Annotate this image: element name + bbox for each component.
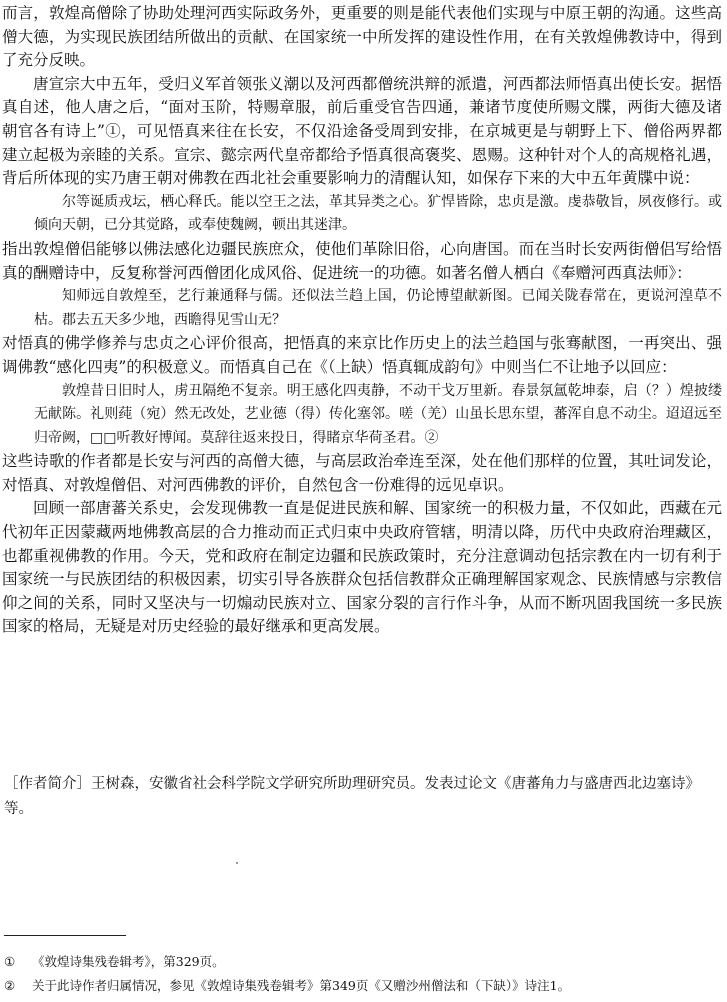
footnote-1 xyxy=(4,950,719,974)
quote-text: 知师远自敦煌至，艺行兼通释与儒。还似法兰趋上国，仍论博望献新图。已闻关陇春常在，更说河湟草不枯。郡去五天多少地，西瞻得见雪山无？ xyxy=(34,288,722,328)
paragraph: 这些诗歌的作者都是长安与河西的高僧大德，与高层政治牵连至深，处在他们那样的位置，其吐词发论，对悟真、对敦煌僧侣、对河西佛教的评价，自然包含一份难得的远见卓识。 xyxy=(2,452,722,494)
footnote-2 xyxy=(4,974,719,998)
footnote-mark: ① xyxy=(4,954,16,969)
main-text xyxy=(2,2,722,639)
paragraph: 唐宣宗大中五年，受归义军首领张义潮以及河西都僧统洪辩的派遣，河西都法师悟真出使长安。据悟真自述，他人唐之后，“面对玉阶，特赐章服，前后重受官告四通，兼诸节度使所赐文牒，两街大德及诸朝官各有诗上”①，可见悟真来往在长安，不仅沿途备受周到安排，在京城更是与朝野上下、僧俗两界都建立起极为亲睦的关系。宣宗、懿宗两代皇帝都给予悟真很高褒奖、恩赐。这种针对个人的高规格礼遇，背后所体现的实乃唐王朝对佛教在西北社会重要影响力的清醒认知，如保存下来的大中五年黄牒中说： xyxy=(2,74,722,188)
footnote-text: 《敦煌诗集残卷辑考》，第329页。 xyxy=(32,954,225,969)
footnote-mark: ② xyxy=(4,978,16,993)
block-quote xyxy=(2,285,722,332)
block-quote xyxy=(2,191,722,238)
quote-text: 尔等诞质戎坛，栖心释氏。能以空王之法，革其异类之心。犷悍皆除，忠贞是激。虔恭敬旨，夙夜修行。或倾向天朝，已分其觉路，或奉使魏阙，顿出其迷津。 xyxy=(34,193,722,234)
paragraph: 而言，敦煌高僧除了协助处理河西实际政务外，更重要的则是能代表他们实现与中原王朝的沟通。这些高僧大德，为实现民族团结所做出的贡献、在国家统一中所发挥的建设性作用，在有关敦煌佛教诗中，得到了充分反映。 xyxy=(2,4,722,70)
quote-text: 敦煌昔日旧时人，虏丑隔绝不复亲。明王感化四夷静，不动干戈万里新。春景氛氲乾坤泰，启（？）煌披缕无献陈。礼则莼（宛）然无改处，艺业德（得）传化塞邻。嗟（羌）山虽长思东望，蕃浑自息不动尘。迢迢远至归帝阙，□□听教好博闻。莫辞往返来投日，得睹京华荷圣君。② xyxy=(34,382,722,446)
paragraph: 回顾一部唐蕃关系史，会发现佛教一直是促进民族和解、国家统一的积极力量，不仅如此，西藏在元代初年正因蒙藏两地佛教高层的合力推动而正式归束中央政府管辖，明清以降，历代中央政府治理藏区，也都重视佛教的作用。今天，党和政府在制定边疆和民族政策时，充分注意调动包括宗教在内一切有利于国家统一与民族团结的积极因素，切实引导各族群众包括信教群众正确理解国家观念、民族情感与宗教信仰之间的关系，同时又坚决与一切煽动民族对立、国家分裂的言行作斗争，从而不断巩固我国统一多民族国家的格局，无疑是对历史经验的最好继承和更高发展。 xyxy=(2,499,722,636)
paragraph: 指出敦煌僧侣能够以佛法感化边疆民族庶众，使他们革除旧俗，心向唐国。而在当时长安两街僧侣写给悟真的酬赠诗中，反复称誉河西僧团化成风俗、促进统一的功德。如著名僧人栖白《奉赠河西真法师》： xyxy=(2,239,722,282)
footnote-separator xyxy=(4,935,126,936)
block-quote xyxy=(2,380,722,451)
footnote-text: 关于此诗作者归属情况，参见《敦煌诗集残卷辑考》第349页《又赠沙州僧法和（下缺）》诗注1。 xyxy=(32,978,571,993)
footnotes xyxy=(4,950,719,998)
paragraph: 对悟真的佛学修养与忠贞之心评价很高，把悟真的来京比作历史上的法兰趋国与张骞献图，一再突出、强调佛教“感化四夷”的积极意义。而悟真自己在《（上缺）悟真辄成韵句》中则当仁不让地予以回应： xyxy=(2,334,722,376)
speck-dot xyxy=(236,862,238,864)
author-note: ［作者简介］王树森，安徽省社会科学院文学研究所助理研究员。发表过论文《唐蕃角力与盛唐西北边塞诗》等。 xyxy=(4,776,700,817)
